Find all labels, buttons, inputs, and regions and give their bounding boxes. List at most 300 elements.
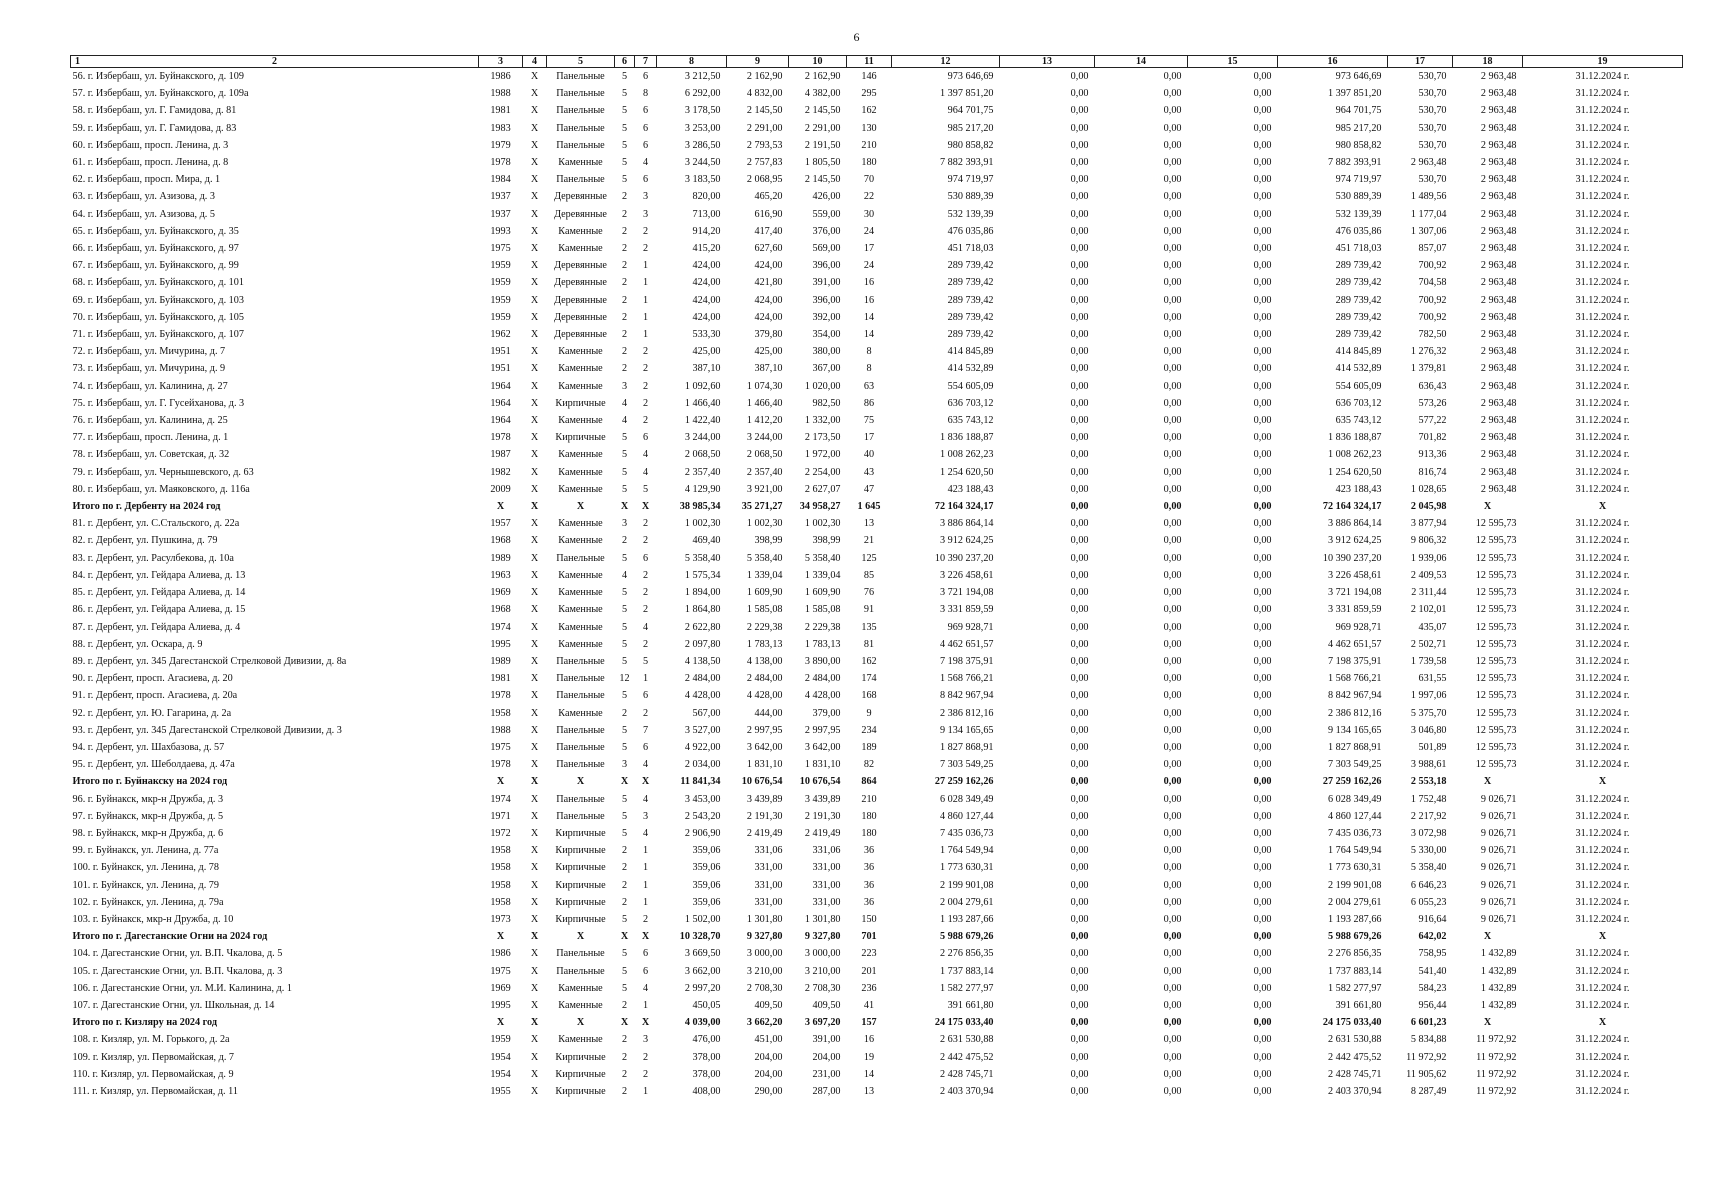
cell-col-3: 1988 [490, 88, 511, 100]
cell-col-13: 0,00 [1070, 105, 1089, 117]
cell-col-17: 8 287,49 [1410, 1085, 1447, 1097]
cell-col-13: 0,00 [1070, 793, 1089, 805]
cell-col-17: 530,70 [1418, 71, 1447, 82]
cell-col-6: X [620, 1017, 629, 1029]
address-cell: 107. г. Дагестанские Огни, ул. Школьная, д. 14 [72, 999, 275, 1011]
cell-col-12: 7 303 549,25 [940, 759, 994, 771]
cell-col-14: 0,00 [1163, 139, 1182, 151]
cell-col-3: X [496, 1017, 505, 1029]
cell-col-15: 0,00 [1253, 346, 1272, 358]
cell-col-11: 75 [863, 415, 875, 427]
cell-col-6: 2 [621, 208, 628, 220]
cell-col-12: 1 764 549,94 [940, 845, 994, 857]
cell-col-17: 956,44 [1418, 999, 1447, 1011]
header-col-6: 6 [615, 56, 635, 68]
table-row [71, 687, 1683, 704]
cell-col-15: 0,00 [1253, 122, 1272, 134]
cell-col-11: 14 [863, 329, 875, 341]
cell-col-14: 0,00 [1163, 1017, 1182, 1029]
cell-col-18: 2 963,48 [1480, 483, 1517, 495]
cell-col-14: 0,00 [1163, 397, 1182, 409]
cell-col-9: 2 229,38 [746, 621, 783, 633]
cell-col-3: 1958 [490, 707, 511, 719]
cell-col-4: X [530, 999, 539, 1011]
cell-col-15: 0,00 [1253, 569, 1272, 581]
cell-col-8: 2 484,00 [684, 673, 721, 685]
cell-col-3: 1951 [490, 346, 511, 358]
cell-col-10: 1 339,04 [804, 569, 841, 581]
cell-col-14: 0,00 [1163, 948, 1182, 960]
cell-col-18: X [1483, 931, 1492, 943]
cell-col-12: 3 331 859,59 [940, 604, 994, 616]
cell-col-9: 2 145,50 [746, 105, 783, 117]
header-col-11: 11 [847, 56, 892, 68]
cell-col-6: 2 [621, 1034, 628, 1046]
cell-col-9: 35 271,27 [741, 501, 783, 513]
cell-col-9: 2 357,40 [746, 466, 783, 478]
cell-col-6: 2 [621, 1068, 628, 1080]
cell-col-10: 2 162,90 [804, 71, 841, 82]
cell-col-9: 3 642,00 [746, 741, 783, 753]
cell-col-13: 0,00 [1070, 122, 1089, 134]
cell-col-19: 31.12.2024 г. [1575, 552, 1630, 564]
cell-col-6: 5 [621, 638, 628, 650]
cell-col-19: 31.12.2024 г. [1575, 1051, 1630, 1063]
cell-col-7: 1 [642, 1085, 649, 1097]
table-row [71, 550, 1683, 567]
cell-col-14: 0,00 [1163, 690, 1182, 702]
cell-col-5: Деревянные [554, 329, 607, 341]
cell-col-18: 12 595,73 [1475, 759, 1517, 771]
housing-table [70, 55, 1683, 1100]
cell-col-16: 3 226 458,61 [1328, 569, 1382, 581]
cell-col-3: 1937 [490, 191, 511, 203]
cell-col-14: 0,00 [1163, 122, 1182, 134]
cell-col-6: X [620, 501, 629, 513]
cell-col-16: 1 827 868,91 [1328, 741, 1382, 753]
address-cell: 109. г. Кизляр, ул. Первомайская, д. 7 [72, 1051, 235, 1063]
cell-col-6: 3 [621, 759, 628, 771]
cell-col-4: X [530, 71, 539, 82]
cell-col-7: 2 [642, 1051, 649, 1063]
cell-col-9: 4 428,00 [746, 690, 783, 702]
cell-col-11: 22 [863, 191, 875, 203]
cell-col-12: 5 988 679,26 [940, 931, 994, 943]
cell-col-5: Панельные [556, 741, 605, 753]
cell-col-11: 17 [863, 243, 875, 255]
cell-col-8: 2 097,80 [684, 638, 721, 650]
cell-col-11: 162 [861, 105, 877, 117]
cell-col-14: 0,00 [1163, 294, 1182, 306]
cell-col-3: 1984 [490, 174, 511, 186]
address-cell: 68. г. Избербаш, ул. Буйнакского, д. 101 [72, 277, 244, 289]
cell-col-12: 2 428 745,71 [940, 1068, 994, 1080]
cell-col-8: 914,20 [692, 225, 721, 237]
cell-col-6: 5 [621, 741, 628, 753]
cell-col-3: 1954 [490, 1051, 511, 1063]
cell-col-15: 0,00 [1253, 260, 1272, 272]
cell-col-4: X [530, 776, 539, 788]
cell-col-4: X [530, 1085, 539, 1097]
cell-col-8: 1 422,40 [684, 415, 721, 427]
cell-col-19: 31.12.2024 г. [1575, 432, 1630, 444]
cell-col-7: 4 [642, 157, 649, 169]
cell-col-15: 0,00 [1253, 105, 1272, 117]
cell-col-11: 295 [861, 88, 877, 100]
cell-col-14: 0,00 [1163, 174, 1182, 186]
cell-col-19: 31.12.2024 г. [1575, 965, 1630, 977]
cell-col-14: 0,00 [1163, 277, 1182, 289]
cell-col-11: 223 [861, 948, 877, 960]
cell-col-10: 354,00 [812, 329, 841, 341]
cell-col-19: 31.12.2024 г. [1575, 604, 1630, 616]
cell-col-8: 3 253,00 [684, 122, 721, 134]
cell-col-9: 379,80 [754, 329, 783, 341]
cell-col-9: 1 585,08 [746, 604, 783, 616]
cell-col-8: 3 453,00 [684, 793, 721, 805]
cell-col-15: 0,00 [1253, 827, 1272, 839]
cell-col-3: 1959 [490, 1034, 511, 1046]
cell-col-10: 391,00 [812, 1034, 841, 1046]
cell-col-10: 3 439,89 [804, 793, 841, 805]
cell-col-12: 414 532,89 [947, 363, 994, 375]
cell-col-19: 31.12.2024 г. [1575, 793, 1630, 805]
cell-col-7: 2 [642, 225, 649, 237]
cell-col-17: 9 806,32 [1410, 535, 1447, 547]
housing-table-wrapper [70, 55, 1682, 1100]
cell-col-15: 0,00 [1253, 157, 1272, 169]
cell-col-14: 0,00 [1163, 432, 1182, 444]
cell-col-13: 0,00 [1070, 260, 1089, 272]
cell-col-19: 31.12.2024 г. [1575, 191, 1630, 203]
subtotal-label: Итого по г. Дагестанские Огни на 2024 год [72, 931, 268, 943]
cell-col-15: 0,00 [1253, 604, 1272, 616]
cell-col-4: X [530, 329, 539, 341]
cell-col-12: 391 661,80 [947, 999, 994, 1011]
cell-col-4: X [530, 724, 539, 736]
cell-col-7: 2 [642, 638, 649, 650]
cell-col-18: 1 432,89 [1480, 982, 1517, 994]
cell-col-16: 1 254 620,50 [1328, 466, 1382, 478]
cell-col-13: 0,00 [1070, 931, 1089, 943]
cell-col-7: 3 [642, 1034, 649, 1046]
cell-col-8: 3 244,00 [684, 432, 721, 444]
cell-col-9: 465,20 [754, 191, 783, 203]
cell-col-4: X [530, 948, 539, 960]
cell-col-12: 1 773 630,31 [940, 862, 994, 874]
cell-col-19: 31.12.2024 г. [1575, 243, 1630, 255]
cell-col-3: 1986 [490, 948, 511, 960]
cell-col-8: 4 129,90 [684, 483, 721, 495]
cell-col-6: 5 [621, 965, 628, 977]
cell-col-15: 0,00 [1253, 896, 1272, 908]
cell-col-9: 1 831,10 [746, 759, 783, 771]
cell-col-12: 423 188,43 [947, 483, 994, 495]
cell-col-17: 501,89 [1418, 741, 1447, 753]
cell-col-10: 5 358,40 [804, 552, 841, 564]
cell-col-9: 417,40 [754, 225, 783, 237]
cell-col-13: 0,00 [1070, 191, 1089, 203]
cell-col-11: 157 [861, 1017, 877, 1029]
header-col-19: 19 [1523, 56, 1683, 68]
table-row [71, 223, 1683, 240]
cell-col-15: 0,00 [1253, 88, 1272, 100]
address-cell: 79. г. Избербаш, ул. Чернышевского, д. 63 [72, 466, 254, 478]
cell-col-7: 2 [642, 397, 649, 409]
cell-col-16: 3 912 624,25 [1328, 535, 1382, 547]
cell-col-5: Каменные [558, 363, 603, 375]
cell-col-6: 5 [621, 88, 628, 100]
cell-col-9: 10 676,54 [741, 776, 783, 788]
address-cell: 66. г. Избербаш, ул. Буйнакского, д. 97 [72, 243, 239, 255]
cell-col-5: Каменные [558, 638, 603, 650]
table-row [71, 240, 1683, 257]
table-row [71, 877, 1683, 894]
cell-col-19: 31.12.2024 г. [1575, 638, 1630, 650]
cell-col-6: 5 [621, 690, 628, 702]
cell-col-6: 2 [621, 260, 628, 272]
address-cell: 60. г. Избербаш, просп. Ленина, д. 3 [72, 139, 229, 151]
cell-col-14: 0,00 [1163, 1085, 1182, 1097]
cell-col-15: 0,00 [1253, 243, 1272, 255]
cell-col-17: 1 752,48 [1410, 793, 1447, 805]
cell-col-5: Панельные [556, 174, 605, 186]
cell-col-3: 1959 [490, 311, 511, 323]
address-cell: 96. г. Буйнакск, мкр-н Дружба, д. 3 [72, 793, 224, 805]
cell-col-13: 0,00 [1070, 552, 1089, 564]
cell-col-14: 0,00 [1163, 810, 1182, 822]
cell-col-12: 72 164 324,17 [934, 501, 994, 513]
cell-col-16: 414 845,89 [1335, 346, 1382, 358]
cell-col-9: 398,99 [754, 535, 783, 547]
cell-col-4: X [530, 432, 539, 444]
address-cell: 69. г. Избербаш, ул. Буйнакского, д. 103 [72, 294, 244, 306]
cell-col-14: 0,00 [1163, 157, 1182, 169]
cell-col-9: 3 921,00 [746, 483, 783, 495]
cell-col-8: 820,00 [692, 191, 721, 203]
cell-col-8: 359,06 [692, 896, 721, 908]
cell-col-14: 0,00 [1163, 208, 1182, 220]
cell-col-13: 0,00 [1070, 862, 1089, 874]
cell-col-10: 331,00 [812, 896, 841, 908]
cell-col-10: 2 254,00 [804, 466, 841, 478]
cell-col-18: 2 963,48 [1480, 88, 1517, 100]
cell-col-8: 4 138,50 [684, 655, 721, 667]
cell-col-10: 380,00 [812, 346, 841, 358]
cell-col-4: X [530, 346, 539, 358]
cell-col-16: 1 737 883,14 [1328, 965, 1382, 977]
cell-col-5: Деревянные [554, 294, 607, 306]
cell-col-10: 379,00 [812, 707, 841, 719]
address-cell: 83. г. Дербент, ул. Расулбекова, д. 10а [72, 552, 234, 564]
cell-col-10: 409,50 [812, 999, 841, 1011]
cell-col-4: X [530, 827, 539, 839]
cell-col-15: 0,00 [1253, 931, 1272, 943]
cell-col-12: 3 226 458,61 [940, 569, 994, 581]
cell-col-19: 31.12.2024 г. [1575, 294, 1630, 306]
cell-col-10: 392,00 [812, 311, 841, 323]
cell-col-10: 2 997,95 [804, 724, 841, 736]
address-cell: 98. г. Буйнакск, мкр-н Дружба, д. 6 [72, 827, 224, 839]
cell-col-16: 1 008 262,23 [1328, 449, 1382, 461]
cell-col-19: 31.12.2024 г. [1575, 913, 1630, 925]
cell-col-15: 0,00 [1253, 294, 1272, 306]
cell-col-9: 627,60 [754, 243, 783, 255]
cell-col-9: 2 291,00 [746, 122, 783, 134]
cell-col-19: 31.12.2024 г. [1575, 587, 1630, 599]
address-cell: 91. г. Дербент, просп. Агасиева, д. 20а [72, 690, 238, 702]
cell-col-17: 6 055,23 [1410, 896, 1447, 908]
cell-col-8: 424,00 [692, 277, 721, 289]
cell-col-12: 289 739,42 [947, 311, 994, 323]
cell-col-7: 6 [642, 552, 649, 564]
cell-col-11: 9 [866, 707, 872, 719]
cell-col-11: 701 [861, 931, 877, 943]
cell-col-19: 31.12.2024 г. [1575, 518, 1630, 530]
cell-col-9: 425,00 [754, 346, 783, 358]
cell-col-14: 0,00 [1163, 449, 1182, 461]
cell-col-7: 1 [642, 311, 649, 323]
cell-col-8: 6 292,00 [684, 88, 721, 100]
cell-col-11: 150 [861, 913, 877, 925]
cell-col-7: 6 [642, 139, 649, 151]
cell-col-3: 1969 [490, 982, 511, 994]
address-cell: 106. г. Дагестанские Огни, ул. М.И. Калинина, д. 1 [72, 982, 292, 994]
cell-col-5: Кирпичные [555, 827, 606, 839]
cell-col-5: Кирпичные [555, 896, 606, 908]
cell-col-13: 0,00 [1070, 139, 1089, 151]
cell-col-8: 3 212,50 [684, 71, 721, 82]
cell-col-11: 41 [863, 999, 875, 1011]
address-cell: 87. г. Дербент, ул. Гейдара Алиева, д. 4 [72, 621, 241, 633]
cell-col-9: 409,50 [754, 999, 783, 1011]
cell-col-6: X [620, 931, 629, 943]
cell-col-6: 5 [621, 174, 628, 186]
cell-col-4: X [530, 1051, 539, 1063]
cell-col-13: 0,00 [1070, 913, 1089, 925]
cell-col-7: 4 [642, 759, 649, 771]
header-col-13: 13 [1000, 56, 1095, 68]
cell-col-11: 63 [863, 380, 875, 392]
cell-col-11: 36 [863, 896, 875, 908]
cell-col-4: X [530, 535, 539, 547]
cell-col-5: Каменные [558, 157, 603, 169]
cell-col-18: 1 432,89 [1480, 999, 1517, 1011]
cell-col-16: 8 842 967,94 [1328, 690, 1382, 702]
cell-col-4: X [530, 741, 539, 753]
cell-col-3: 1982 [490, 466, 511, 478]
cell-col-10: 426,00 [812, 191, 841, 203]
cell-col-11: 180 [861, 827, 877, 839]
cell-col-7: 3 [642, 208, 649, 220]
cell-col-17: 1 939,06 [1410, 552, 1447, 564]
table-row [71, 429, 1683, 446]
address-cell: 62. г. Избербаш, просп. Мира, д. 1 [72, 174, 221, 186]
cell-col-14: 0,00 [1163, 380, 1182, 392]
cell-col-15: 0,00 [1253, 501, 1272, 513]
cell-col-16: 5 988 679,26 [1328, 931, 1382, 943]
cell-col-12: 3 886 864,14 [940, 518, 994, 530]
cell-col-17: 584,23 [1418, 982, 1447, 994]
cell-col-14: 0,00 [1163, 759, 1182, 771]
cell-col-5: X [576, 776, 585, 788]
cell-col-19: 31.12.2024 г. [1575, 466, 1630, 478]
cell-col-13: 0,00 [1070, 587, 1089, 599]
cell-col-15: 0,00 [1253, 845, 1272, 857]
cell-col-16: 1 193 287,66 [1328, 913, 1382, 925]
cell-col-10: 3 890,00 [804, 655, 841, 667]
cell-col-16: 530 889,39 [1335, 191, 1382, 203]
address-cell: 64. г. Избербаш, ул. Азизова, д. 5 [72, 208, 215, 220]
cell-col-4: X [530, 380, 539, 392]
cell-col-7: 2 [642, 535, 649, 547]
cell-col-3: 1979 [490, 139, 511, 151]
cell-col-6: 2 [621, 845, 628, 857]
cell-col-13: 0,00 [1070, 948, 1089, 960]
address-cell: 77. г. Избербаш, просп. Ленина, д. 1 [72, 432, 229, 444]
cell-col-15: 0,00 [1253, 999, 1272, 1011]
cell-col-6: 5 [621, 913, 628, 925]
cell-col-5: Деревянные [554, 311, 607, 323]
cell-col-4: X [530, 965, 539, 977]
cell-col-16: 980 858,82 [1335, 139, 1382, 151]
cell-col-6: 2 [621, 1051, 628, 1063]
cell-col-12: 2 403 370,94 [940, 1085, 994, 1097]
cell-col-5: Кирпичные [555, 432, 606, 444]
cell-col-7: 2 [642, 913, 649, 925]
cell-col-17: 816,74 [1418, 466, 1447, 478]
cell-col-17: 11 905,62 [1406, 1068, 1447, 1080]
cell-col-18: 12 595,73 [1475, 604, 1517, 616]
cell-col-6: 5 [621, 157, 628, 169]
cell-col-8: 3 178,50 [684, 105, 721, 117]
cell-col-15: 0,00 [1253, 724, 1272, 736]
cell-col-15: 0,00 [1253, 208, 1272, 220]
cell-col-8: 3 662,00 [684, 965, 721, 977]
cell-col-17: 577,22 [1418, 415, 1447, 427]
cell-col-9: 3 000,00 [746, 948, 783, 960]
cell-col-13: 0,00 [1070, 569, 1089, 581]
cell-col-5: Каменные [558, 225, 603, 237]
cell-col-10: 391,00 [812, 277, 841, 289]
cell-col-8: 38 985,34 [679, 501, 721, 513]
cell-col-19: 31.12.2024 г. [1575, 329, 1630, 341]
cell-col-5: Кирпичные [555, 1068, 606, 1080]
cell-col-13: 0,00 [1070, 1051, 1089, 1063]
cell-col-7: 4 [642, 982, 649, 994]
table-row [71, 636, 1683, 653]
cell-col-4: X [530, 862, 539, 874]
cell-col-5: Панельные [556, 724, 605, 736]
cell-col-10: 1 972,00 [804, 449, 841, 461]
cell-col-17: 1 379,81 [1410, 363, 1447, 375]
cell-col-6: 5 [621, 621, 628, 633]
cell-col-17: 3 072,98 [1410, 827, 1447, 839]
cell-col-8: 378,00 [692, 1068, 721, 1080]
cell-col-7: 6 [642, 71, 649, 82]
cell-col-16: 4 860 127,44 [1328, 810, 1382, 822]
cell-col-17: 3 877,94 [1410, 518, 1447, 530]
cell-col-18: 2 963,48 [1480, 294, 1517, 306]
header-col-7: 7 [635, 56, 657, 68]
cell-col-9: 424,00 [754, 311, 783, 323]
cell-col-5: Панельные [556, 71, 605, 82]
cell-col-18: 2 963,48 [1480, 346, 1517, 358]
cell-col-13: 0,00 [1070, 208, 1089, 220]
cell-col-4: X [530, 415, 539, 427]
cell-col-10: 10 676,54 [799, 776, 841, 788]
cell-col-18: X [1483, 776, 1492, 788]
